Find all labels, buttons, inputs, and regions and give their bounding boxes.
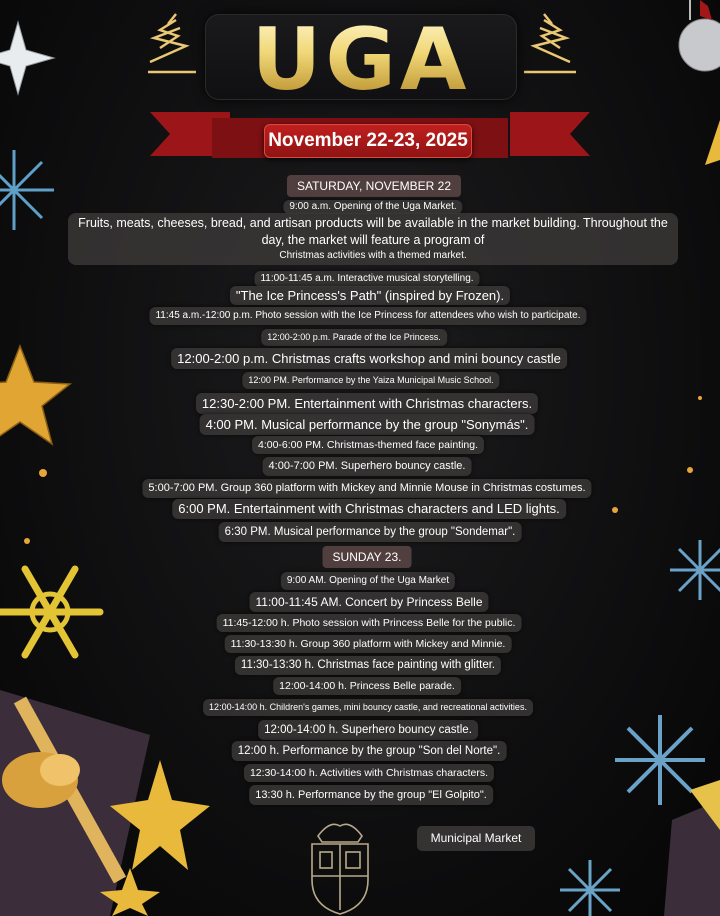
- saturday-item: 12:00-2:00 p.m. Parade of the Ice Princess.: [261, 329, 447, 346]
- saturday-storytelling-title: "The Ice Princess's Path" (inspired by Frozen).: [230, 286, 510, 305]
- gift-box-right-icon: [664, 780, 720, 916]
- sunday-item: 13:30 h. Performance by the group "El Golpito".: [249, 785, 493, 805]
- saturday-description: [68, 213, 678, 265]
- snowflake-icon: [0, 150, 54, 230]
- saturday-storytelling: 11:00-11:45 a.m. Interactive musical storytelling.: [254, 271, 479, 287]
- saturday-description-small: Christmas activities with a themed market.: [279, 250, 467, 261]
- saturday-item: 6:30 PM. Musical performance by the group "Sondemar".: [219, 522, 522, 542]
- sunday-item: 12:00-14:00 h. Princess Belle parade.: [273, 677, 461, 695]
- gold-star-right-icon: [705, 120, 720, 165]
- saturday-item: 12:00 PM. Performance by the Yaiza Municipal Music School.: [242, 372, 499, 389]
- date-banner: November 22-23, 2025: [264, 124, 472, 158]
- ornament-ball-icon: [679, 0, 720, 71]
- saturday-item: 5:00-7:00 PM. Group 360 platform with Mickey and Minnie Mouse in Christmas costumes.: [142, 479, 591, 498]
- sunday-item: 12:30-14:00 h. Activities with Christmas characters.: [244, 764, 494, 782]
- snowflake-right-icon: [670, 540, 720, 600]
- gold-snowflake-icon: [0, 569, 100, 655]
- sunday-item: 11:30-13:30 h. Group 360 platform with Mickey and Minnie.: [225, 635, 512, 653]
- saturday-item: 6:00 PM. Entertainment with Christmas characters and LED lights.: [172, 499, 566, 519]
- saturday-description-line2: day, the market will feature a program of: [261, 233, 485, 247]
- tree-left-icon: [148, 14, 196, 72]
- sunday-item: 12:00-14:00 h. Children's games, mini bouncy castle, and recreational activities.: [203, 699, 533, 716]
- sunday-item: 12:00-14:00 h. Superhero bouncy castle.: [258, 720, 478, 740]
- title-box: [205, 10, 517, 110]
- saturday-item: 12:30-2:00 PM. Entertainment with Christmas characters.: [196, 393, 538, 414]
- snowflake-bottom-icon: [560, 860, 620, 916]
- sunday-item: 11:30-13:30 h. Christmas face painting with glitter.: [235, 656, 501, 675]
- saturday-item: 4:00-7:00 PM. Superhero bouncy castle.: [263, 457, 472, 476]
- sunday-item: 12:00 h. Performance by the group "Son del Norte".: [232, 741, 507, 761]
- gold-star-left-icon: [0, 346, 70, 444]
- saturday-item: 4:00-6:00 PM. Christmas-themed face painting.: [252, 436, 484, 454]
- saturday-description-line1: Fruits, meats, cheeses, bread, and artisan products will be available in the market building. Throughout the: [78, 216, 668, 230]
- saturday-opening: 9:00 a.m. Opening of the Uga Market.: [283, 200, 462, 214]
- sunday-item: 9:00 AM. Opening of the Uga Market: [281, 572, 455, 590]
- sunday-header: SUNDAY 23.: [323, 546, 412, 568]
- white-star-icon: [0, 22, 54, 94]
- sunday-item: 11:00-11:45 AM. Concert by Princess Belle: [249, 592, 488, 612]
- saturday-item: 11:45 a.m.-12:00 p.m. Photo session with the Ice Princess for attendees who wish to participate.: [149, 307, 586, 325]
- municipal-market-label: Municipal Market: [417, 826, 535, 851]
- tree-right-icon: [524, 14, 576, 72]
- coat-of-arms-icon: [312, 824, 368, 914]
- saturday-item: 12:00-2:00 p.m. Christmas crafts workshop and mini bouncy castle: [171, 348, 567, 369]
- saturday-item: 4:00 PM. Musical performance by the group "Sonymás".: [200, 414, 535, 435]
- saturday-header: SATURDAY, NOVEMBER 22: [287, 175, 461, 197]
- page-title: UGA: [205, 14, 517, 100]
- sunday-item: 11:45-12:00 h. Photo session with Princess Belle for the public.: [217, 614, 522, 632]
